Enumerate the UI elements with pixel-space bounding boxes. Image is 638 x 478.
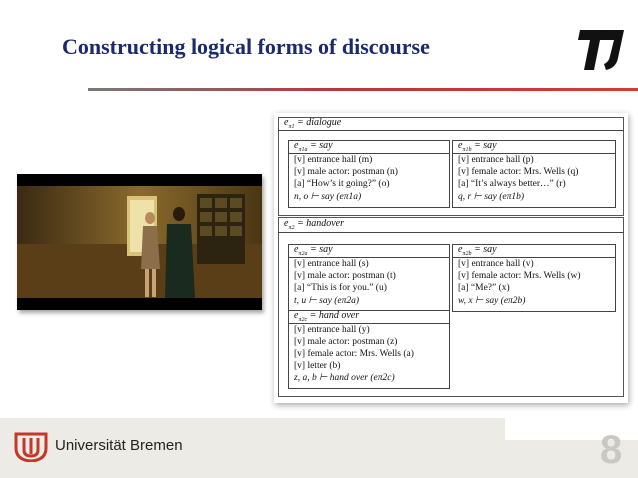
box-2c-line: [v] male actor: postman (z) bbox=[294, 337, 398, 347]
dialogue-header: $e_{\pi 1}$ = dialogue bbox=[284, 117, 342, 130]
box-2c-conclusion: z, a, b ⊢ hand over (eπ2c) bbox=[294, 373, 395, 383]
box-1a-line: [a] “How’s it going?” (o) bbox=[294, 179, 390, 189]
box-2b-line: [v] entrance hall (v) bbox=[458, 259, 534, 269]
box-2c-header: $e_{\pi 2c}$ = hand over bbox=[294, 310, 360, 323]
handover-header: $e_{\pi 2}$ = handover bbox=[284, 218, 344, 231]
box-1a-line: [v] entrance hall (m) bbox=[294, 155, 373, 165]
box-2b-line: [v] female actor: Mrs. Wells (w) bbox=[458, 271, 581, 281]
box-1b-line: [v] female actor: Mrs. Wells (q) bbox=[458, 167, 579, 177]
box-1a-header: $e_{\pi 1a}$ = say bbox=[294, 140, 333, 153]
box-1a-conclusion: n, o ⊢ say (eπ1a) bbox=[294, 192, 362, 202]
divider-line bbox=[278, 232, 624, 233]
box-2a-line: [v] entrance hall (s) bbox=[294, 259, 369, 269]
page-number: 8 bbox=[600, 428, 623, 472]
divider-line bbox=[278, 130, 624, 131]
box-2b-line: [a] “Me?” (x) bbox=[458, 283, 510, 293]
box-1b-line: [v] entrance hall (p) bbox=[458, 155, 534, 165]
slide-title: Constructing logical forms of discourse bbox=[62, 34, 430, 59]
title-divider bbox=[88, 88, 638, 91]
box-2c-line: [v] female actor: Mrs. Wells (a) bbox=[294, 349, 414, 359]
box-1b-header: $e_{\pi 1b}$ = say bbox=[458, 140, 497, 153]
discourse-structure-diagram bbox=[274, 113, 628, 403]
film-still-image bbox=[17, 174, 262, 310]
university-logo-icon bbox=[14, 430, 48, 462]
box-1b-line: [a] “It’s always better…” (r) bbox=[458, 179, 566, 189]
box-1b-conclusion: q, r ⊢ say (eπ1b) bbox=[458, 192, 525, 202]
box-2c-line: [v] letter (b) bbox=[294, 361, 341, 371]
box-2a-line: [v] male actor: postman (t) bbox=[294, 271, 396, 281]
box-2a-header: $e_{\pi 2a}$ = say bbox=[294, 244, 333, 257]
box-1a-line: [v] male actor: postman (n) bbox=[294, 167, 398, 177]
box-2a-line: [a] “This is for you.” (u) bbox=[294, 283, 387, 293]
box-2a-conclusion: t, u ⊢ say (eπ2a) bbox=[294, 296, 360, 306]
box-2b-conclusion: w, x ⊢ say (eπ2b) bbox=[458, 296, 526, 306]
box-2c-line: [v] entrance hall (y) bbox=[294, 325, 370, 335]
box-2b-header: $e_{\pi 2b}$ = say bbox=[458, 244, 497, 257]
uni-bremen-logo-icon bbox=[578, 28, 626, 72]
university-name: Universität Bremen bbox=[55, 437, 183, 454]
